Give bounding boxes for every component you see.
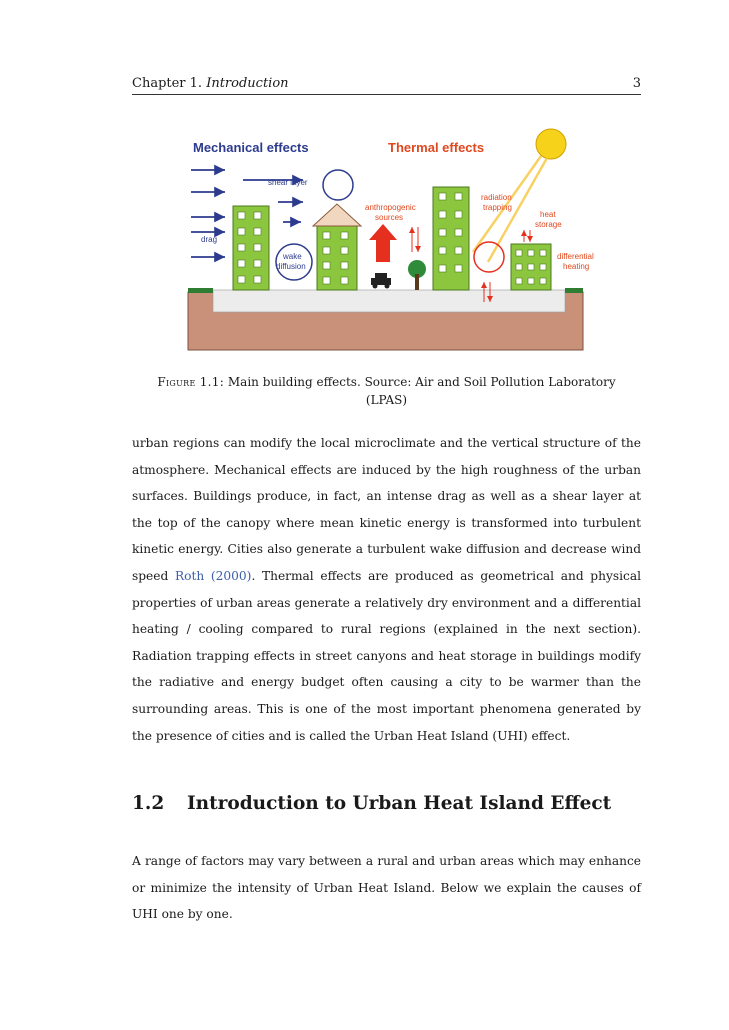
body-paragraph-2 <box>132 848 641 928</box>
running-head <box>132 76 641 95</box>
radiation-label: radiation <box>481 193 512 202</box>
car-icon <box>371 273 391 289</box>
grass-right <box>565 288 583 293</box>
section-title: Introduction to Urban Heat Island Effect <box>187 793 612 814</box>
grass-left <box>188 288 213 293</box>
sources-label: sources <box>375 213 404 222</box>
paragraph-1-part-2: . Thermal effects are produced as geometrical and physical properties of urban areas generate a relatively dry environment and a differential heating / cooling compared to rural regions (explained in the next section). Radiation trapping effects in street canyons and heat storage in buildings modify the radiative and energy budget often causing a city to be warmer than the surrounding areas. This is one of the most important phenomena generated by the presence of cities and is called the Urban Heat Island (UHI) effect. <box>132 568 641 743</box>
shear-vortex <box>323 170 353 200</box>
heating-label: heating <box>563 262 590 271</box>
citation-open: ( <box>204 568 216 583</box>
page-number: 3 <box>632 76 641 91</box>
thermal-effects-label: Thermal effects <box>388 140 485 155</box>
ground-surface <box>213 290 565 312</box>
storage-label: storage <box>535 220 562 229</box>
tree-icon <box>408 260 426 290</box>
sun <box>536 129 566 159</box>
chapter-title: Chapter 1. Introduction <box>132 76 289 91</box>
diffusion-label: diffusion <box>276 262 306 271</box>
building-tall <box>433 187 469 290</box>
building-left <box>233 206 269 290</box>
section-number: 1.2 <box>132 793 165 814</box>
building-right <box>511 244 551 290</box>
mechanical-effects-label: Mechanical effects <box>193 140 309 155</box>
anthropogenic-arrow <box>369 224 397 262</box>
section-heading <box>132 793 641 814</box>
paragraph-1-part-1: urban regions can modify the local microclimate and the vertical structure of the atmosphere. Mechanical effects are induced by the high roughness of the urban surfaces. Buildings produce, in fact, an intense drag as well as a shear layer at the top of the canopy where mean kinetic energy is transformed into turbulent kinetic energy. Cities also generate a turbulent wake diffusion and decrease wind speed <box>132 436 641 583</box>
drag-label: drag <box>201 235 218 244</box>
figure-caption-text: Main building effects. Source: Air and Soil Pollution Laboratory (LPAS) <box>227 375 616 407</box>
differential-label: differential <box>557 252 594 261</box>
citation-author[interactable]: Roth <box>174 568 205 583</box>
anthropogenic-label: anthropogenic <box>365 203 416 212</box>
wake-label: wake <box>283 252 302 261</box>
figure-caption <box>140 373 633 409</box>
citation-close: ) <box>246 568 252 583</box>
trapping-label: trapping <box>483 203 512 212</box>
heat-label: heat <box>540 210 556 219</box>
differential-arrows <box>524 230 530 242</box>
building-effects-figure <box>183 122 594 352</box>
paragraph-2-text: A range of factors may vary between a rural and urban areas which may enhance or minimize the intensity of Urban Heat Island. Below we explain the causes of UHI one by one. <box>132 854 641 922</box>
citation-year[interactable]: 2000 <box>215 568 247 583</box>
heat-flux-arrows <box>412 227 418 252</box>
building-roof <box>313 204 361 290</box>
figure-label: Figure 1.1: <box>157 375 225 389</box>
radiation-trapping-circle <box>474 242 504 272</box>
body-paragraph-1 <box>132 430 641 749</box>
shear-layer-label: shear layer <box>268 178 308 187</box>
